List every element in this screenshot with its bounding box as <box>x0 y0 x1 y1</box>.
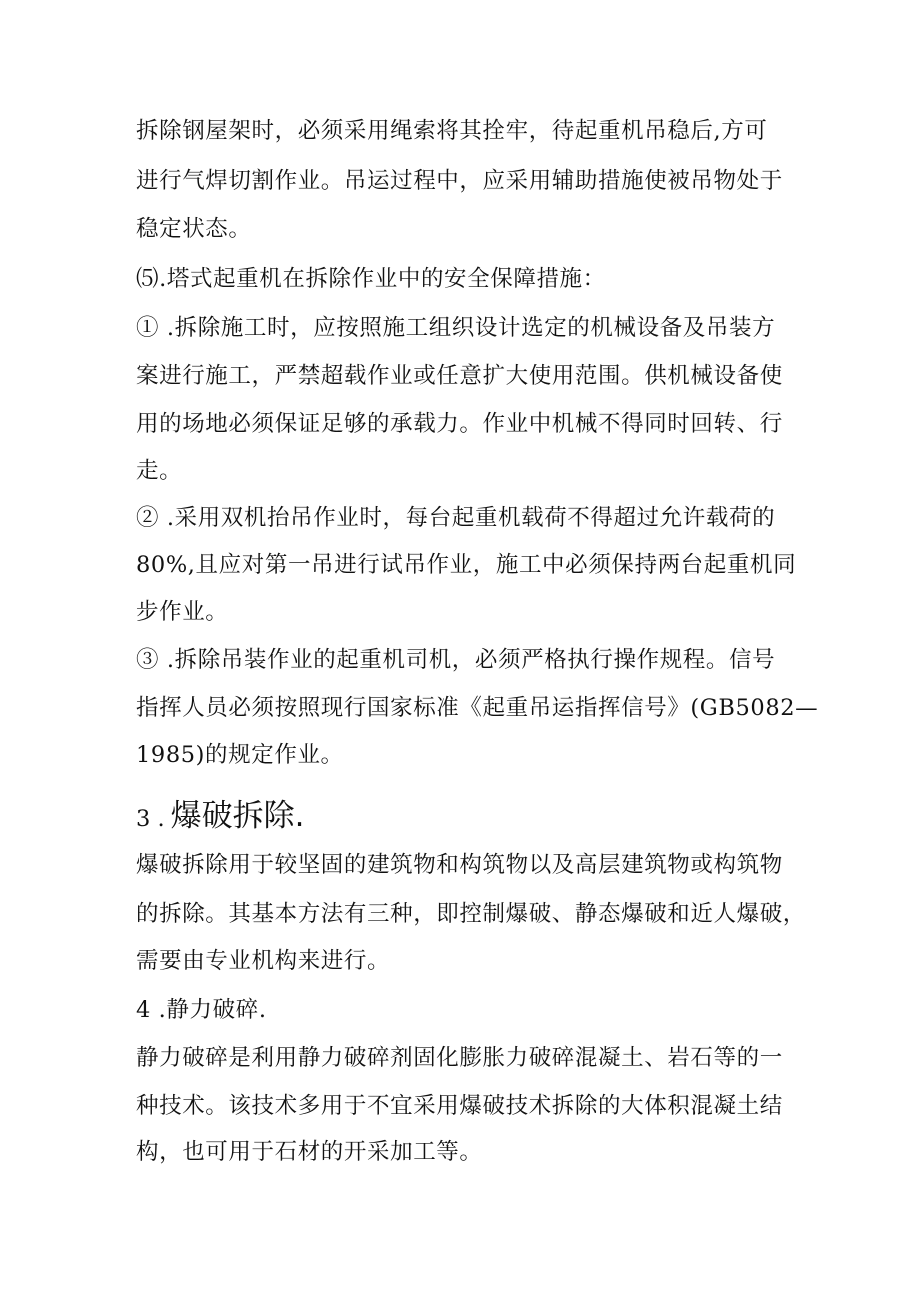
section-3-heading <box>136 796 304 839</box>
section-4-heading: 4 .静力破碎. <box>136 997 267 1023</box>
paragraph-line: 构，也可用于石材的开采加工等。 <box>136 1139 483 1165</box>
sub-item-2-line: 80%,且应对第一吊进行试吊作业，施工中必须保持两台起重机同 <box>136 552 797 578</box>
paragraph-line: 种技术。该技术多用于不宜采用爆破技术拆除的大体积混凝土结 <box>136 1093 783 1119</box>
paragraph-line: 爆破拆除用于较坚固的建筑物和构筑物以及高层建筑物或构筑物 <box>136 852 783 878</box>
paragraph-line: 的拆除。其基本方法有三种，即控制爆破、静态爆破和近人爆破， <box>136 901 806 927</box>
item-5-heading: ⑸.塔式起重机在拆除作业中的安全保障措施： <box>136 266 606 292</box>
sub-item-3-line: 1985)的规定作业。 <box>136 742 344 768</box>
sub-item-1-line: 走。 <box>136 458 183 484</box>
section-3-number: 3 . <box>136 806 165 832</box>
paragraph-line: 静力破碎是利用静力破碎剂固化膨胀力破碎混凝土、岩石等的一 <box>136 1045 783 1071</box>
sub-item-2-line: 步作业。 <box>136 599 229 625</box>
paragraph-line: 稳定状态。 <box>136 216 252 242</box>
paragraph-line: 进行气焊切割作业。吊运过程中，应采用辅助措施使被吊物处于 <box>136 168 783 194</box>
sub-item-1-line: 案进行施工，严禁超载作业或任意扩大使用范围。供机械设备使 <box>136 363 783 389</box>
sub-item-3-line: ③ .拆除吊装作业的起重机司机，必须严格执行操作规程。信号 <box>136 647 776 673</box>
sub-item-3-line: 指挥人员必须按照现行国家标准《起重吊运指挥信号》(GB5082— <box>136 695 819 721</box>
paragraph-line: 拆除钢屋架时，必须采用绳索将其拴牢，待起重机吊稳后,方可 <box>136 118 768 144</box>
sub-item-1-line: 用的场地必须保证足够的承载力。作业中机械不得同时回转、行 <box>136 411 783 437</box>
section-3-title: 爆破拆除. <box>170 798 305 834</box>
sub-item-2-line: ② .采用双机抬吊作业时，每台起重机载荷不得超过允许载荷的 <box>136 505 776 531</box>
paragraph-line: 需要由专业机构来进行。 <box>136 948 391 974</box>
sub-item-1-line: ① .拆除施工时，应按照施工组织设计选定的机械设备及吊装方 <box>136 315 776 341</box>
